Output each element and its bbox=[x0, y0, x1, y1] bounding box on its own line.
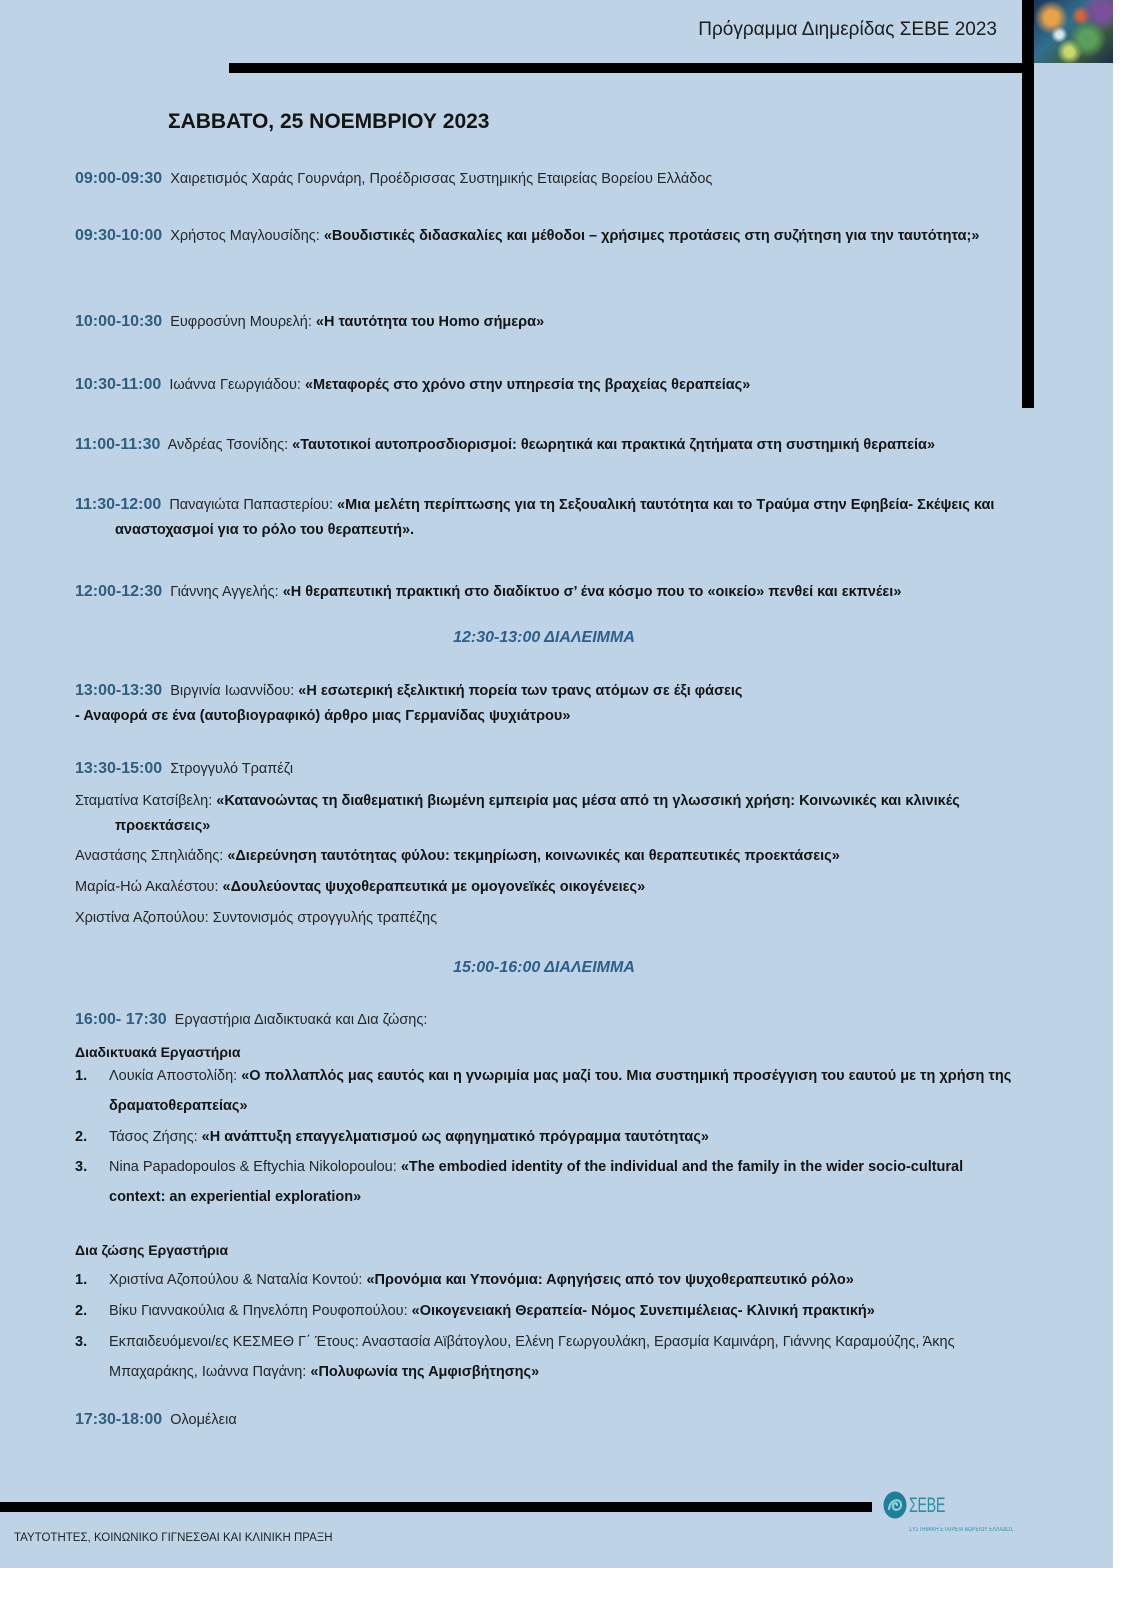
list-number: 3. bbox=[75, 1159, 88, 1175]
break-label bbox=[344, 955, 744, 980]
session-title: «Διερεύνηση ταυτότητας φύλου: τεκμηρίωση, κοινωνικές και θεραπευτικές προεκτάσεις» bbox=[227, 848, 840, 864]
session-time: 09:00-09:30 bbox=[75, 170, 163, 187]
workshop-item bbox=[75, 1296, 1020, 1326]
footer-theme-text: ΤΑΥΤΟΤΗΤΕΣ, ΚΟΙΝΩΝΙΚΟ ΓΙΓΝΕΣΘΑΙ ΚΑΙ ΚΛΙΝΙΚΗ ΠΡΑΞΗ bbox=[14, 1532, 333, 1544]
workshop-title: «Πολυφωνία της Αμφισβήτησης» bbox=[310, 1364, 540, 1380]
round-table-item bbox=[75, 789, 1020, 839]
session-time: 16:00- 17:30 bbox=[75, 1011, 167, 1028]
header-title: Πρόγραμμα Διημερίδας ΣΕΒΕ 2023 bbox=[698, 19, 997, 40]
session-time: 17:30-18:00 bbox=[75, 1411, 163, 1428]
logo-subtitle: ΣΥΣΤΗΜΙΚΗ ΕΤΑΙΡΕΙΑ ΒΟΡΕΙΟΥ ΕΛΛΑΔΟΣ bbox=[909, 1527, 1014, 1533]
session-title: «Μεταφορές στο χρόνο στην υπηρεσία της βραχείας θεραπείας» bbox=[304, 377, 751, 393]
session-entry bbox=[75, 309, 1020, 335]
break-time: 12:30-13:00 bbox=[453, 629, 541, 646]
session-entry bbox=[75, 678, 1020, 729]
session-title: «Κατανοώντας τη διαθεματική βιωμένη εμπειρία μας μέσα από τη γλωσσική χρήση: Κοινωνικές και κλινικές προεκτάσεις» bbox=[115, 793, 960, 834]
session-speaker: Παναγιώτα Παπαστερίου: bbox=[169, 497, 334, 513]
workshop-speaker: Λουκία Αποστολίδη: bbox=[109, 1068, 238, 1084]
workshop-body bbox=[109, 1122, 1020, 1152]
workshops-heading bbox=[75, 1007, 1020, 1033]
break-text: ΔΙΑΛΕΙΜΜΑ bbox=[544, 629, 635, 646]
round-table-item bbox=[75, 906, 1020, 931]
workshop-title: «Οικογενειακή Θεραπεία- Νόμος Συνεπιμέλειας- Κλινική πρακτική» bbox=[411, 1303, 875, 1319]
session-title: «Ταυτοτικοί αυτοπροσδιορισμοί: θεωρητικά και πρακτικά ζητήματα στη συστημική θεραπεία» bbox=[292, 437, 936, 453]
session-entry bbox=[75, 372, 1020, 398]
break-text: ΔΙΑΛΕΙΜΜΑ bbox=[544, 959, 635, 976]
workshop-item bbox=[75, 1122, 1020, 1152]
break-time: 15:00-16:00 bbox=[453, 959, 541, 976]
session-description: Χαιρετισμός Χαράς Γουρνάρη, Προέδρισσας Συστημικής Εταιρείας Βορείου Ελλάδος bbox=[170, 171, 713, 187]
footer-divider-bar bbox=[0, 1502, 872, 1512]
workshop-speaker: Εκπαιδευόμενοι/ες ΚΕΣΜΕΘ Γ΄ Έτους: Αναστασία Αϊβάτογλου, Ελένη Γεωργουλάκη, Ερασμία Καμινάρη, Γιάννης Καραμούζης, Άκης Μπαχαράκης, Ιωάννα Παγάνη: bbox=[109, 1334, 955, 1380]
workshop-title: «Ο πολλαπλός μας εαυτός και η γνωριμία μας μαζί του. Μια συστημική προσέγγιση του εαυτού με τη χρήση της δραματοθεραπείας» bbox=[109, 1068, 1012, 1114]
session-speaker: Γιάννης Αγγελής: bbox=[170, 584, 279, 600]
workshop-item bbox=[75, 1265, 1020, 1295]
logo-name: ΣΕΒΕ bbox=[909, 1494, 946, 1517]
workshop-title: «Η ανάπτυξη επαγγελματισμού ως αφηγηματικό πρόγραμμα ταυτότητας» bbox=[201, 1129, 709, 1145]
session-time: 10:30-11:00 bbox=[75, 376, 162, 393]
workshops-label: Εργαστήρια Διαδικτυακά και Δια ζώσης: bbox=[174, 1012, 428, 1028]
session-speaker: Ιωάννα Γεωργιάδου: bbox=[169, 377, 301, 393]
workshop-speaker: Χριστίνα Αζοπούλου & Ναταλία Κοντού: bbox=[109, 1272, 363, 1288]
workshop-item bbox=[75, 1152, 1020, 1212]
session-speaker: Ευφροσύνη Μουρελή: bbox=[170, 314, 312, 330]
session-entry bbox=[75, 432, 1020, 458]
break-label bbox=[344, 625, 744, 650]
session-title: «Μια μελέτη περίπτωσης για τη Σεξουαλική ταυτότητα και το Τραύμα στην Εφηβεία- Σκέψεις και αναστοχασμοί για το ρόλο του θεραπευτή». bbox=[115, 497, 995, 538]
header-divider-bar bbox=[229, 63, 1034, 73]
list-number: 1. bbox=[75, 1272, 88, 1288]
session-title: «Η ταυτότητα του Homo σήμερα» bbox=[315, 314, 545, 330]
workshop-body bbox=[109, 1061, 1020, 1121]
day-title: ΣΑΒΒΑΤΟ, 25 ΝΟΕΜΒΡΙΟΥ 2023 bbox=[168, 110, 490, 133]
workshop-body bbox=[109, 1327, 1020, 1387]
session-speaker: Χρήστος Μαγλουσίδης: bbox=[170, 228, 320, 244]
session-speaker: Χριστίνα Αζοπούλου: bbox=[75, 910, 209, 926]
session-speaker: Βιργινία Ιωαννίδου: bbox=[170, 683, 295, 699]
session-speaker: Σταματίνα Κατσίβελη: bbox=[75, 793, 213, 809]
session-entry bbox=[75, 492, 1020, 543]
session-entry bbox=[75, 166, 1020, 192]
list-number: 2. bbox=[75, 1303, 88, 1319]
session-time: 13:00-13:30 bbox=[75, 682, 163, 699]
header-vertical-bar bbox=[1022, 0, 1034, 408]
workshop-item bbox=[75, 1327, 1020, 1387]
plenary-entry bbox=[75, 1407, 1020, 1433]
workshop-item bbox=[75, 1061, 1020, 1121]
workshop-body bbox=[109, 1296, 1020, 1326]
session-time: 10:00-10:30 bbox=[75, 313, 163, 330]
workshop-title: «The embodied identity of the individual and the family in the wider socio-cultural context: an experiential exploration» bbox=[109, 1159, 964, 1205]
list-number: 2. bbox=[75, 1129, 88, 1145]
swirl-logo-icon bbox=[882, 1490, 908, 1520]
plenary-label: Ολομέλεια bbox=[170, 1412, 237, 1428]
moderator-role: Συντονισμός στρογγυλής τραπέζης bbox=[212, 910, 438, 926]
session-time: 11:30-12:00 bbox=[75, 496, 162, 513]
session-speaker: Ανδρέας Τσονίδης: bbox=[167, 437, 289, 453]
session-title: «Δουλεύοντας ψυχοθεραπευτικά με ομογονεϊκές οικογένειες» bbox=[222, 879, 646, 895]
workshop-speaker: Τάσος Ζήσης: bbox=[109, 1129, 198, 1145]
round-table-label: Στρογγυλό Τραπέζι bbox=[170, 761, 294, 777]
header-painting-image bbox=[1034, 0, 1113, 63]
session-time: 13:30-15:00 bbox=[75, 760, 163, 777]
session-entry bbox=[75, 579, 1020, 605]
round-table-heading bbox=[75, 756, 1020, 782]
list-number: 1. bbox=[75, 1068, 88, 1084]
session-entry bbox=[75, 223, 1020, 249]
round-table-item bbox=[75, 875, 1020, 900]
session-speaker: Αναστάσης Σπηλιάδης: bbox=[75, 848, 224, 864]
workshop-body bbox=[109, 1152, 1020, 1212]
session-title: «Η εσωτερική εξελικτική πορεία των τρανς ατόμων σε έξι φάσεις - Αναφορά σε ένα (αυτοβιογραφικό) άρθρο μιας Γερμανίδας ψυχιάτρου» bbox=[75, 683, 743, 724]
workshop-speaker: Nina Papadopoulos & Eftychia Nikolopoulou: bbox=[109, 1159, 397, 1175]
workshop-title: «Προνόμια και Υπονόμια: Αφηγήσεις από τον ψυχοθεραπευτικό ρόλο» bbox=[366, 1272, 854, 1288]
workshop-body bbox=[109, 1265, 1020, 1295]
session-time: 09:30-10:00 bbox=[75, 227, 163, 244]
workshop-speaker: Βίκυ Γιαννακούλια & Πηνελόπη Ρουφοπούλου: bbox=[109, 1303, 408, 1319]
list-number: 3. bbox=[75, 1334, 88, 1350]
in-person-workshops-heading: Δια ζώσης Εργαστήρια bbox=[75, 1242, 229, 1258]
session-title: «Η θεραπευτική πρακτική στο διαδίκτυο σ’ ένα κόσμο που το «οικείο» πενθεί και εκπνέει» bbox=[282, 584, 902, 600]
session-time: 11:00-11:30 bbox=[75, 436, 161, 453]
session-time: 12:00-12:30 bbox=[75, 583, 163, 600]
session-title: «Βουδιστικές διδασκαλίες και μέθοδοι – χρήσιμες προτάσεις στη συζήτηση για την ταυτότητα;» bbox=[323, 228, 980, 244]
round-table-item bbox=[75, 844, 1020, 869]
online-workshops-heading: Διαδικτυακά Εργαστήρια bbox=[75, 1044, 241, 1060]
session-speaker: Μαρία-Ηώ Ακαλέστου: bbox=[75, 879, 219, 895]
